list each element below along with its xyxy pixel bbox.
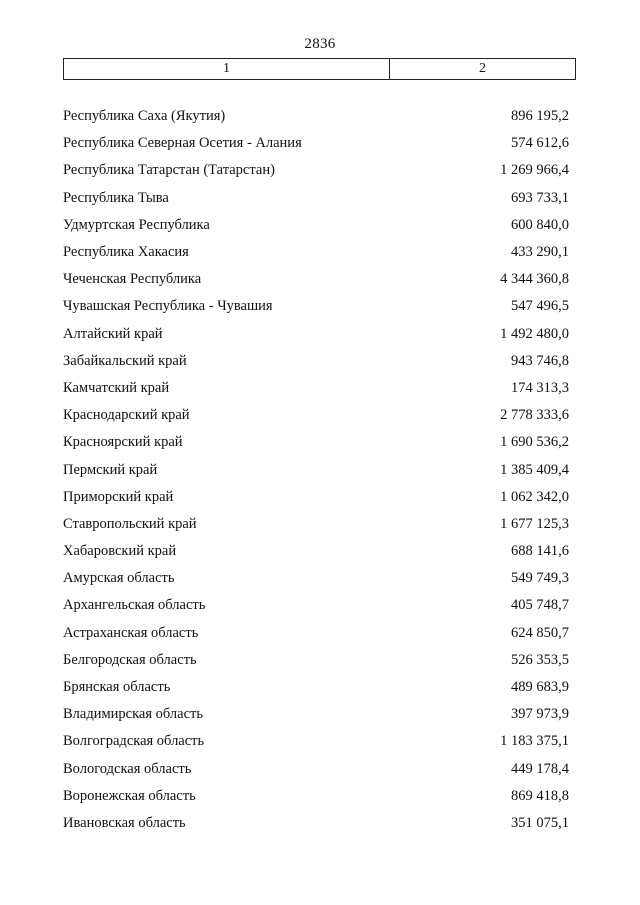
table-row (63, 620, 569, 647)
table-row (63, 130, 569, 157)
region-value: 397 973,9 (511, 706, 569, 723)
table-row (63, 239, 569, 266)
region-name: Астраханская область (63, 624, 199, 641)
region-value: 693 733,1 (511, 189, 569, 206)
region-name: Белгородская область (63, 651, 197, 668)
region-name: Волгоградская область (63, 733, 205, 750)
region-value: 1 690 536,2 (500, 434, 569, 451)
table-row (63, 375, 569, 402)
table-row (63, 701, 569, 728)
table-row (63, 429, 569, 456)
region-name: Воронежская область (63, 787, 196, 804)
region-value: 449 178,4 (511, 760, 569, 777)
table-row (63, 157, 569, 184)
table-row (63, 266, 569, 293)
region-name: Брянская область (63, 679, 171, 696)
table-row (63, 592, 569, 619)
region-value: 1 183 375,1 (500, 733, 569, 750)
region-value: 1 385 409,4 (500, 461, 569, 478)
table-row (63, 511, 569, 538)
region-name: Республика Татарстан (Татарстан) (63, 162, 275, 179)
region-name: Ивановская область (63, 814, 186, 831)
region-name: Пермский край (63, 461, 158, 478)
region-name: Алтайский край (63, 325, 163, 342)
page-number: 2836 (304, 36, 336, 52)
region-name: Архангельская область (63, 597, 206, 614)
region-value: 2 778 333,6 (500, 407, 569, 424)
table-row (63, 402, 569, 429)
table-row (63, 348, 569, 375)
table-row (63, 565, 569, 592)
region-value: 1 492 480,0 (500, 325, 569, 342)
table-row (63, 321, 569, 348)
region-name: Амурская область (63, 570, 175, 587)
region-value: 1 062 342,0 (500, 488, 569, 505)
region-value: 489 683,9 (511, 679, 569, 696)
table-row (63, 185, 569, 212)
table-row (63, 647, 569, 674)
table-row (63, 293, 569, 320)
region-name: Удмуртская Республика (63, 216, 210, 233)
table-column-header (63, 58, 576, 80)
region-value: 624 850,7 (511, 624, 569, 641)
table-row (63, 484, 569, 511)
region-name: Владимирская область (63, 706, 203, 723)
column-header-1: 1 (64, 59, 390, 79)
table-row (63, 103, 569, 130)
region-name: Республика Саха (Якутия) (63, 108, 226, 125)
region-value: 896 195,2 (511, 108, 569, 125)
region-value: 549 749,3 (511, 570, 569, 587)
region-value: 1 269 966,4 (500, 162, 569, 179)
column-header-2: 2 (479, 61, 486, 76)
region-value: 688 141,6 (511, 543, 569, 560)
region-value: 547 496,5 (511, 298, 569, 315)
table-row (63, 456, 569, 483)
region-name: Чеченская Республика (63, 271, 202, 288)
region-value: 405 748,7 (511, 597, 569, 614)
region-name: Республика Тыва (63, 189, 169, 206)
table-row (63, 212, 569, 239)
region-name: Камчатский край (63, 379, 170, 396)
region-name: Краснодарский край (63, 407, 190, 424)
table-row (63, 783, 569, 810)
table-row (63, 810, 569, 837)
table-row (63, 728, 569, 755)
region-name: Красноярский край (63, 434, 183, 451)
region-name: Чувашская Республика - Чувашия (63, 298, 273, 315)
region-value: 574 612,6 (511, 135, 569, 152)
region-value: 351 075,1 (511, 814, 569, 831)
region-value: 869 418,8 (511, 787, 569, 804)
region-value: 433 290,1 (511, 244, 569, 261)
region-value: 943 746,8 (511, 352, 569, 369)
table-row (63, 756, 569, 783)
region-name: Приморский край (63, 488, 174, 505)
table-row (63, 674, 569, 701)
region-name: Хабаровский край (63, 543, 177, 560)
region-value: 526 353,5 (511, 651, 569, 668)
region-value: 4 344 360,8 (500, 271, 569, 288)
region-value: 600 840,0 (511, 216, 569, 233)
region-value: 174 313,3 (511, 379, 569, 396)
table-body (63, 103, 569, 837)
table-row (63, 538, 569, 565)
region-name: Республика Хакасия (63, 244, 189, 261)
region-name: Забайкальский край (63, 352, 187, 369)
region-name: Республика Северная Осетия - Алания (63, 135, 302, 152)
region-name: Вологодская область (63, 760, 192, 777)
region-value: 1 677 125,3 (500, 515, 569, 532)
region-name: Ставропольский край (63, 515, 197, 532)
